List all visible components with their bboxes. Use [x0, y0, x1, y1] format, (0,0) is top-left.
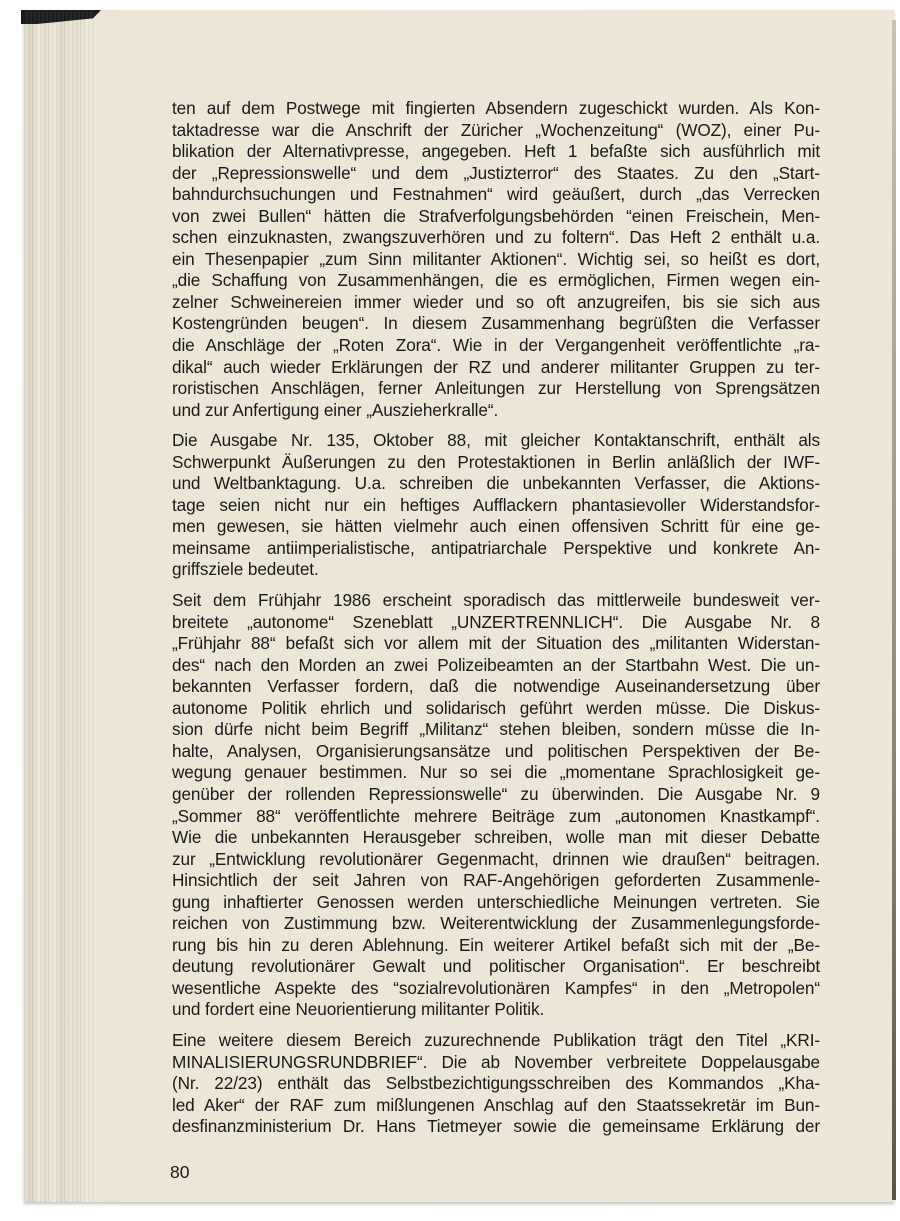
text-line: „Sommer 88“ veröffentlichte mehrere Beiträge zum „autonomen Knastkampf“. [172, 805, 820, 826]
text-line: led Aker“ der RAF zum mißlungenen Anschlag auf den Staatssekretär im Bun- [172, 1094, 820, 1115]
text-line: „Frühjahr 88“ befaßt sich vor allem mit der Situation des „militanten Widerstan- [172, 633, 820, 654]
text-line: taktadresse war die Anschrift der Züricher „Wochenzeitung“ (WOZ), einer Pu- [172, 119, 820, 140]
text-line: MINALISIERUNGSRUNDBRIEF“. Die ab November verbreitete Doppelausgabe [172, 1051, 820, 1072]
text-line: und zur Anfertigung einer „Auszieherkralle“. [172, 399, 499, 420]
text-line: Eine weitere diesem Bereich zuzurechnende Publikation trägt den Titel „KRI- [172, 1029, 820, 1050]
page-edge-stack [24, 10, 94, 1202]
text-line: Kostengründen beugen“. In diesem Zusammenhang begrüßten die Verfasser [172, 313, 820, 334]
text-line: halte, Analysen, Organisierungsansätze und politischen Perspektiven der Be- [172, 740, 820, 761]
text-line: der „Repressionswelle“ und dem „Justizterror“ des Staates. Zu den „Start- [172, 162, 820, 183]
text-line: ein Thesenpapier „zum Sinn militanter Aktionen“. Wichtig sei, so heißt es dort, [172, 248, 820, 269]
text-line: wesentliche Aspekte des “sozialrevolutionären Kampfes“ in den „Metropolen“ [172, 977, 820, 998]
text-line: Schwerpunkt Äußerungen zu den Protestaktionen in Berlin anläßlich der IWF- [172, 451, 820, 472]
text-line: roristischen Anschlägen, ferner Anleitungen zur Herstellung von Sprengsätzen [172, 378, 820, 399]
text-line: und Weltbanktagung. U.a. schreiben die unbekannten Verfasser, die Aktions- [172, 473, 820, 494]
text-line: men gewesen, sie hätten vielmehr auch einen offensiven Schritt für eine ge- [172, 516, 820, 537]
text-line: bahndurchsuchungen und Festnahmen“ wird geäußert, durch „das Verrecken [172, 184, 820, 205]
text-line: gung inhaftierter Genossen werden unterschiedliche Meinungen vertreten. Sie [172, 891, 820, 912]
text-line: Hinsichtlich der seit Jahren von RAF-Angehörigen geforderten Zusammenle- [172, 870, 820, 891]
text-line: tage seien nicht nur ein heftiges Aufflackern phantasievoller Widerstandsfor- [172, 494, 820, 515]
text-line: meinsame antiimperialistische, antipatriarchale Perspektive und konkrete An- [172, 537, 820, 558]
page-number: 80 [170, 1162, 190, 1182]
text-line: „die Schaffung von Zusammenhängen, die es ermöglichen, Firmen wegen ein- [172, 270, 820, 291]
text-line: desfinanzministerium Dr. Hans Tietmeyer sowie die gemeinsame Erklärung der [172, 1116, 820, 1137]
body-text [172, 98, 820, 1147]
text-line: deutung revolutionärer Gewalt und politischer Organisation“. Er beschreibt [172, 956, 820, 977]
text-line: zur „Entwicklung revolutionärer Gegenmacht, drinnen wie draußen“ beitragen. [172, 848, 820, 869]
paragraph [172, 590, 820, 1021]
text-line: wegung genauer bestimmen. Nur so sei die „momentane Sprachlosigkeit ge- [172, 762, 820, 783]
text-line: reichen von Zustimmung bzw. Weiterentwicklung der Zusammenlegungsforde- [172, 913, 820, 934]
text-line: blikation der Alternativpresse, angegeben. Heft 1 befaßte sich ausführlich mit [172, 141, 820, 162]
text-line: des“ nach den Morden an zwei Polizeibeamten an der Startbahn West. Die un- [172, 654, 820, 675]
text-line: breitete „autonome“ Szeneblatt „UNZERTRENNLICH“. Die Ausgabe Nr. 8 [172, 611, 820, 632]
text-line: dikal“ auch wieder Erklärungen der RZ und anderer militanter Gruppen zu ter- [172, 356, 820, 377]
text-line: schen einzuknasten, zwangszuverhören und zu foltern“. Das Heft 2 enthält u.a. [172, 227, 820, 248]
text-line: und fordert eine Neuorientierung militanter Politik. [172, 999, 545, 1020]
text-line: (Nr. 22/23) enthält das Selbstbezichtigungsschreiben des Kommandos „Kha- [172, 1073, 820, 1094]
text-line: rung bis hin zu deren Ablehnung. Ein weiterer Artikel befaßt sich mit der „Be- [172, 934, 820, 955]
paragraph [172, 98, 820, 421]
text-line: bekannten Verfasser fordern, daß die notwendige Auseinandersetzung über [172, 676, 820, 697]
book-page [24, 10, 894, 1202]
text-line: genüber der rollenden Repressionswelle“ zu überwinden. Die Ausgabe Nr. 9 [172, 783, 820, 804]
text-line: ten auf dem Postwege mit fingierten Absendern zugeschickt wurden. Als Kon- [172, 98, 820, 118]
text-line: autonome Politik ehrlich und solidarisch geführt werden müsse. Die Diskus- [172, 697, 820, 718]
paragraph [172, 1030, 820, 1138]
text-line: Die Ausgabe Nr. 135, Oktober 88, mit gleicher Kontaktanschrift, enthält als [172, 430, 820, 451]
paragraph [172, 430, 820, 581]
text-line: griffsziele bedeutet. [172, 559, 319, 580]
text-line: von zwei Bullen“ hätten die Strafverfolgungsbehörden “einen Freischein, Men- [172, 205, 820, 226]
text-line: Seit dem Frühjahr 1986 erscheint sporadisch das mittlerweile bundesweit ver- [172, 590, 820, 611]
text-line: die Anschläge der „Roten Zora“. Wie in der Vergangenheit veröffentlichte „ra- [172, 335, 820, 356]
text-line: sion dürfe nicht beim Begriff „Militanz“ stehen bleiben, sondern müsse die In- [172, 719, 820, 740]
text-line: zelner Schweinereien immer wieder und so oft anzugreifen, bis sie sich aus [172, 291, 820, 312]
text-line: Wie die unbekannten Herausgeber schreiben, wolle man mit dieser Debatte [172, 827, 820, 848]
